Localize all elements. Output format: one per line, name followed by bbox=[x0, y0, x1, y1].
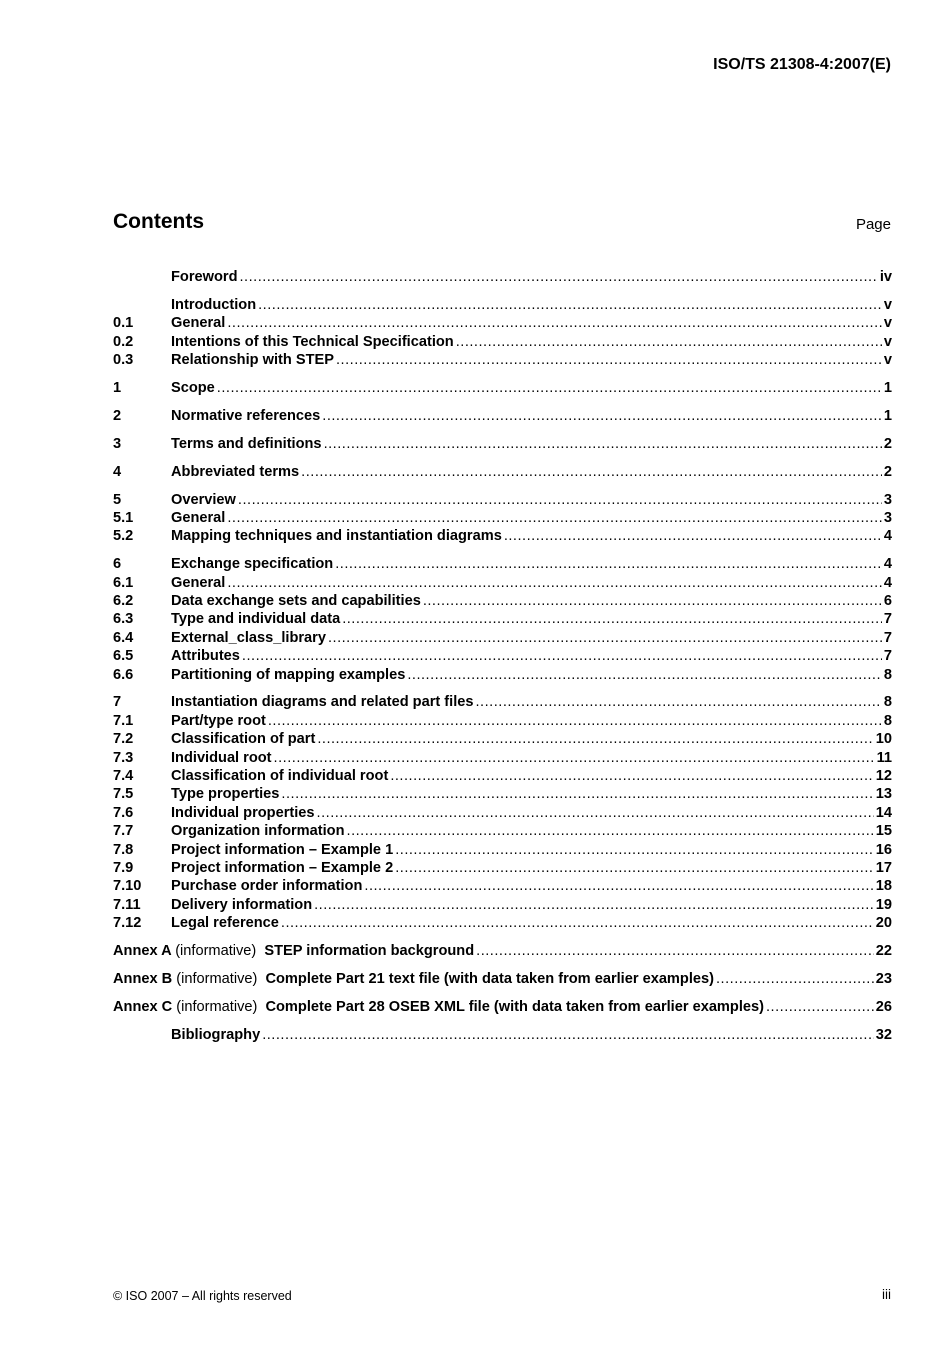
toc-entry-number: 6.5 bbox=[113, 648, 134, 665]
toc-dot-leader bbox=[335, 555, 882, 573]
toc-entry-page: 7 bbox=[883, 629, 892, 646]
toc-entry-text: Mapping techniques and instantiation diagrams bbox=[171, 528, 502, 545]
toc-group bbox=[113, 998, 892, 1016]
toc-group bbox=[113, 296, 892, 370]
toc-entry[interactable] bbox=[113, 268, 892, 286]
toc-entry[interactable] bbox=[113, 970, 892, 988]
toc-entry-page: 3 bbox=[883, 509, 892, 526]
toc-entry-text: General bbox=[171, 509, 226, 526]
toc-entry-title bbox=[171, 785, 279, 803]
toc-entry-text: Type and individual data bbox=[171, 611, 341, 628]
toc-entry-text: Exchange specification bbox=[171, 556, 334, 573]
toc-entry-title bbox=[171, 527, 502, 545]
toc-entry[interactable] bbox=[113, 463, 892, 481]
toc-entry[interactable] bbox=[113, 509, 892, 527]
toc-entry-page: 16 bbox=[875, 841, 892, 858]
toc-entry-page: 1 bbox=[883, 379, 892, 396]
toc-entry[interactable] bbox=[113, 749, 892, 767]
toc-dot-leader bbox=[456, 333, 882, 351]
toc-entry-title bbox=[171, 435, 322, 453]
toc-entry-page: 14 bbox=[875, 804, 892, 821]
toc-entry-text: General bbox=[171, 574, 226, 591]
toc-entry-page: 8 bbox=[883, 694, 892, 711]
toc-entry-title bbox=[171, 712, 266, 730]
toc-dot-leader bbox=[258, 296, 882, 314]
toc-entry-text: Organization information bbox=[171, 823, 345, 840]
toc-dot-leader bbox=[342, 610, 882, 628]
toc-entry-text: Intentions of this Technical Specification bbox=[171, 333, 454, 350]
toc-entry-title bbox=[171, 914, 279, 932]
toc-entry-title bbox=[171, 268, 237, 286]
toc-entry-number: 7.12 bbox=[113, 915, 142, 932]
toc-entry-title bbox=[171, 804, 315, 822]
toc-entry-title bbox=[171, 767, 388, 785]
toc-entry-page: v bbox=[883, 315, 892, 332]
toc-entry[interactable] bbox=[113, 998, 892, 1016]
toc-entry-text: Abbreviated terms bbox=[171, 463, 300, 480]
toc-entry-title bbox=[113, 942, 474, 960]
toc-dot-leader bbox=[390, 767, 873, 785]
toc-entry[interactable] bbox=[113, 804, 892, 822]
toc-dot-leader bbox=[476, 693, 882, 711]
toc-entry-number: 0.2 bbox=[113, 333, 134, 350]
toc-entry-title bbox=[171, 509, 225, 527]
toc-dot-leader bbox=[336, 351, 882, 369]
toc-dot-leader bbox=[274, 749, 875, 767]
toc-entry-title bbox=[171, 1026, 260, 1044]
toc-entry[interactable] bbox=[113, 822, 892, 840]
toc-entry-page: 15 bbox=[875, 823, 892, 840]
toc-entry[interactable] bbox=[113, 407, 892, 425]
toc-entry-page: 2 bbox=[883, 435, 892, 452]
toc-entry-page: 18 bbox=[875, 878, 892, 895]
toc-dot-leader bbox=[238, 491, 882, 509]
toc-entry-text: External_class_library bbox=[171, 629, 326, 646]
toc-entry-page: 19 bbox=[875, 896, 892, 913]
toc-dot-leader bbox=[242, 647, 882, 665]
toc-entry-page: v bbox=[883, 296, 892, 313]
toc-entry-page: 10 bbox=[875, 731, 892, 748]
toc-entry-page: v bbox=[883, 352, 892, 369]
toc-entry[interactable] bbox=[113, 379, 892, 397]
toc-entry[interactable] bbox=[113, 555, 892, 573]
toc-entry-number: 6 bbox=[113, 556, 122, 573]
toc-annex-title: Complete Part 28 OSEB XML file (with data taken from earlier examples) bbox=[265, 998, 764, 1015]
toc-dot-leader bbox=[227, 574, 882, 592]
toc-entry[interactable] bbox=[113, 527, 892, 545]
toc-entry[interactable] bbox=[113, 351, 892, 369]
toc-entry-page: 32 bbox=[875, 1026, 892, 1043]
toc-annex-label: Annex A bbox=[113, 943, 172, 959]
toc-entry[interactable] bbox=[113, 712, 892, 730]
toc-group bbox=[113, 693, 892, 932]
toc-dot-leader bbox=[301, 463, 882, 481]
toc-entry-page: 22 bbox=[875, 943, 892, 959]
toc-entry[interactable] bbox=[113, 914, 892, 932]
toc-entry-number: 7.8 bbox=[113, 841, 134, 858]
toc-entry-title bbox=[171, 629, 326, 647]
toc-entry-title bbox=[113, 970, 714, 988]
toc-dot-leader bbox=[317, 730, 873, 748]
toc-entry-page: 12 bbox=[875, 767, 892, 784]
toc-entry-page: 4 bbox=[883, 528, 892, 545]
toc-entry-title bbox=[171, 491, 236, 509]
toc-entry-number: 7.5 bbox=[113, 786, 134, 803]
toc-annex-title: STEP information background bbox=[264, 943, 475, 959]
toc-entry-text: Instantiation diagrams and related part files bbox=[171, 694, 474, 711]
toc-group bbox=[113, 379, 892, 397]
toc-group bbox=[113, 970, 892, 988]
toc-entry-page: 7 bbox=[883, 648, 892, 665]
toc-entry[interactable] bbox=[113, 877, 892, 895]
toc-entry-page: 1 bbox=[883, 407, 892, 424]
toc-entry-number: 7 bbox=[113, 694, 122, 711]
toc-entry-text: General bbox=[171, 315, 226, 332]
toc-entry-number: 6.6 bbox=[113, 666, 134, 683]
contents-heading: Contents bbox=[113, 210, 204, 233]
toc-entry-number: 7.1 bbox=[113, 712, 134, 729]
toc-entry[interactable] bbox=[113, 296, 892, 314]
toc-entry-number: 0.1 bbox=[113, 315, 134, 332]
toc-group bbox=[113, 407, 892, 425]
toc-entry-text: Bibliography bbox=[171, 1026, 261, 1043]
toc-entry[interactable] bbox=[113, 574, 892, 592]
toc-entry[interactable] bbox=[113, 592, 892, 610]
toc-entry-number: 3 bbox=[113, 435, 122, 452]
toc-entry-page: 2 bbox=[883, 463, 892, 480]
toc-dot-leader bbox=[407, 666, 882, 684]
toc-entry-number: 7.10 bbox=[113, 878, 142, 895]
toc-entry-title bbox=[171, 693, 474, 711]
toc-dot-leader bbox=[504, 527, 882, 545]
toc-entry-title bbox=[171, 463, 299, 481]
toc-entry-text: Classification of individual root bbox=[171, 767, 389, 784]
toc-entry-page: 8 bbox=[883, 666, 892, 683]
toc-dot-leader bbox=[766, 998, 874, 1016]
toc-dot-leader bbox=[281, 914, 874, 932]
toc-entry-text: Individual root bbox=[171, 749, 272, 766]
toc-entry-title bbox=[171, 407, 320, 425]
toc-entry[interactable] bbox=[113, 314, 892, 332]
toc-entry-text: Classification of part bbox=[171, 731, 316, 748]
toc-entry-text: Type properties bbox=[171, 786, 280, 803]
toc-annex-label: Annex B bbox=[113, 970, 173, 987]
toc-entry-text: Purchase order information bbox=[171, 878, 363, 895]
toc-entry[interactable] bbox=[113, 767, 892, 785]
toc-annex-title: Complete Part 21 text file (with data taken from earlier examples) bbox=[265, 970, 714, 987]
toc-entry-number: 7.2 bbox=[113, 731, 134, 748]
toc-entry-number: 5.1 bbox=[113, 509, 134, 526]
toc-group bbox=[113, 942, 892, 960]
toc-group bbox=[113, 435, 892, 453]
toc-entry[interactable] bbox=[113, 859, 892, 877]
toc-entry-page: iv bbox=[879, 269, 892, 285]
toc-entry-number: 5.2 bbox=[113, 528, 134, 545]
toc-entry-text: Delivery information bbox=[171, 896, 313, 913]
toc-entry[interactable] bbox=[113, 785, 892, 803]
toc-dot-leader bbox=[217, 379, 882, 397]
toc-entry[interactable] bbox=[113, 841, 892, 859]
toc-dot-leader bbox=[262, 1026, 874, 1044]
toc-entry-title bbox=[171, 822, 345, 840]
toc-entry-page: 6 bbox=[883, 592, 892, 609]
toc-entry[interactable] bbox=[113, 491, 892, 509]
toc-entry-page: 20 bbox=[875, 915, 892, 932]
toc-group bbox=[113, 491, 892, 546]
toc-entry-title bbox=[171, 730, 315, 748]
toc-dot-leader bbox=[281, 785, 873, 803]
toc-entry-number: 7.7 bbox=[113, 823, 134, 840]
toc-entry-text: Overview bbox=[171, 491, 236, 508]
toc-entry-page: v bbox=[883, 333, 892, 350]
toc-entry-title bbox=[171, 610, 340, 628]
toc-entry-text: Partitioning of mapping examples bbox=[171, 666, 406, 683]
toc-entry[interactable] bbox=[113, 693, 892, 711]
toc-dot-leader bbox=[317, 804, 874, 822]
toc-dot-leader bbox=[716, 970, 874, 988]
toc-entry-text: Part/type root bbox=[171, 712, 266, 729]
toc-entry-title bbox=[171, 666, 405, 684]
toc-entry-title bbox=[171, 859, 393, 877]
toc-entry-number: 0.3 bbox=[113, 352, 134, 369]
toc-entry[interactable] bbox=[113, 942, 892, 960]
toc-entry[interactable] bbox=[113, 333, 892, 351]
toc-group bbox=[113, 555, 892, 684]
toc-entry-text: Terms and definitions bbox=[171, 435, 322, 452]
toc-entry[interactable] bbox=[113, 647, 892, 665]
toc-entry-title bbox=[171, 647, 240, 665]
toc-entry-title bbox=[171, 896, 312, 914]
toc-entry-text: Introduction bbox=[171, 296, 257, 313]
toc-group bbox=[113, 268, 892, 286]
toc-entry-title bbox=[171, 333, 454, 351]
toc-entry-page: 7 bbox=[883, 611, 892, 628]
table-of-contents bbox=[113, 268, 892, 1054]
toc-entry-text: Project information – Example 1 bbox=[171, 841, 394, 858]
toc-entry-page: 4 bbox=[883, 574, 892, 591]
toc-entry-page: 11 bbox=[876, 749, 892, 766]
toc-dot-leader bbox=[395, 859, 874, 877]
toc-entry-text: Individual properties bbox=[171, 804, 315, 821]
toc-entry-text: Legal reference bbox=[171, 915, 279, 932]
toc-entry[interactable] bbox=[113, 730, 892, 748]
toc-dot-leader bbox=[314, 896, 874, 914]
toc-dot-leader bbox=[476, 942, 874, 960]
toc-entry-number: 5 bbox=[113, 491, 122, 508]
toc-entry-page: 23 bbox=[875, 970, 892, 987]
toc-dot-leader bbox=[227, 509, 882, 527]
toc-entry[interactable] bbox=[113, 1026, 892, 1044]
toc-entry-number: 7.3 bbox=[113, 749, 134, 766]
toc-entry-title bbox=[171, 749, 272, 767]
toc-entry-title bbox=[171, 877, 362, 895]
toc-entry-number: 7.9 bbox=[113, 859, 134, 876]
toc-entry-title bbox=[171, 296, 256, 314]
toc-group bbox=[113, 1026, 892, 1044]
toc-entry-text: Foreword bbox=[171, 269, 238, 285]
toc-annex-qualifier: (informative) bbox=[176, 998, 258, 1015]
toc-entry-title bbox=[171, 555, 333, 573]
toc-entry-title bbox=[171, 574, 225, 592]
toc-entry[interactable] bbox=[113, 435, 892, 453]
toc-entry-page: 3 bbox=[883, 491, 892, 508]
toc-entry-text: Relationship with STEP bbox=[171, 352, 334, 369]
footer-page-number: iii bbox=[882, 1287, 891, 1302]
page-column-heading: Page bbox=[855, 216, 891, 233]
toc-entry-number: 2 bbox=[113, 407, 122, 424]
toc-entry-number: 7.4 bbox=[113, 767, 134, 784]
toc-entry[interactable] bbox=[113, 896, 892, 914]
toc-entry-text: Project information – Example 2 bbox=[171, 859, 394, 876]
toc-entry-number: 1 bbox=[113, 379, 122, 396]
toc-dot-leader bbox=[423, 592, 882, 610]
toc-entry-title bbox=[171, 592, 421, 610]
toc-dot-leader bbox=[227, 314, 882, 332]
toc-dot-leader bbox=[395, 841, 874, 859]
toc-entry-number: 7.6 bbox=[113, 804, 134, 821]
toc-annex-qualifier: (informative) bbox=[175, 943, 257, 959]
toc-entry[interactable] bbox=[113, 629, 892, 647]
footer-copyright: © ISO 2007 – All rights reserved bbox=[113, 1289, 292, 1303]
toc-dot-leader bbox=[239, 268, 877, 286]
document-id: ISO/TS 21308-4:2007(E) bbox=[713, 56, 891, 73]
toc-entry-title bbox=[113, 998, 764, 1016]
toc-dot-leader bbox=[347, 822, 874, 840]
toc-entry-page: 17 bbox=[875, 859, 892, 876]
toc-entry-page: 8 bbox=[883, 712, 892, 729]
toc-entry-number: 7.11 bbox=[113, 896, 141, 913]
toc-entry-number: 4 bbox=[113, 463, 122, 480]
toc-entry-number: 6.1 bbox=[113, 574, 134, 591]
toc-dot-leader bbox=[324, 435, 882, 453]
toc-entry-text: Attributes bbox=[171, 648, 240, 665]
toc-entry-title bbox=[171, 379, 215, 397]
toc-entry-number: 6.4 bbox=[113, 629, 134, 646]
toc-entry-page: 4 bbox=[883, 556, 892, 573]
toc-entry-number: 6.2 bbox=[113, 592, 134, 609]
toc-entry-text: Normative references bbox=[171, 407, 321, 424]
toc-dot-leader bbox=[322, 407, 882, 425]
toc-dot-leader bbox=[328, 629, 882, 647]
toc-entry-title bbox=[171, 351, 334, 369]
toc-annex-label: Annex C bbox=[113, 998, 173, 1015]
toc-entry-text: Scope bbox=[171, 379, 215, 396]
toc-entry-title bbox=[171, 314, 225, 332]
toc-entry-text: Data exchange sets and capabilities bbox=[171, 592, 421, 609]
toc-dot-leader bbox=[364, 877, 873, 895]
toc-entry[interactable] bbox=[113, 666, 892, 684]
toc-entry-page: 13 bbox=[875, 786, 892, 803]
toc-entry[interactable] bbox=[113, 610, 892, 628]
toc-group bbox=[113, 463, 892, 481]
toc-annex-qualifier: (informative) bbox=[176, 970, 258, 987]
toc-entry-page: 26 bbox=[875, 998, 892, 1015]
toc-dot-leader bbox=[268, 712, 882, 730]
toc-entry-number: 6.3 bbox=[113, 611, 134, 628]
toc-entry-title bbox=[171, 841, 393, 859]
